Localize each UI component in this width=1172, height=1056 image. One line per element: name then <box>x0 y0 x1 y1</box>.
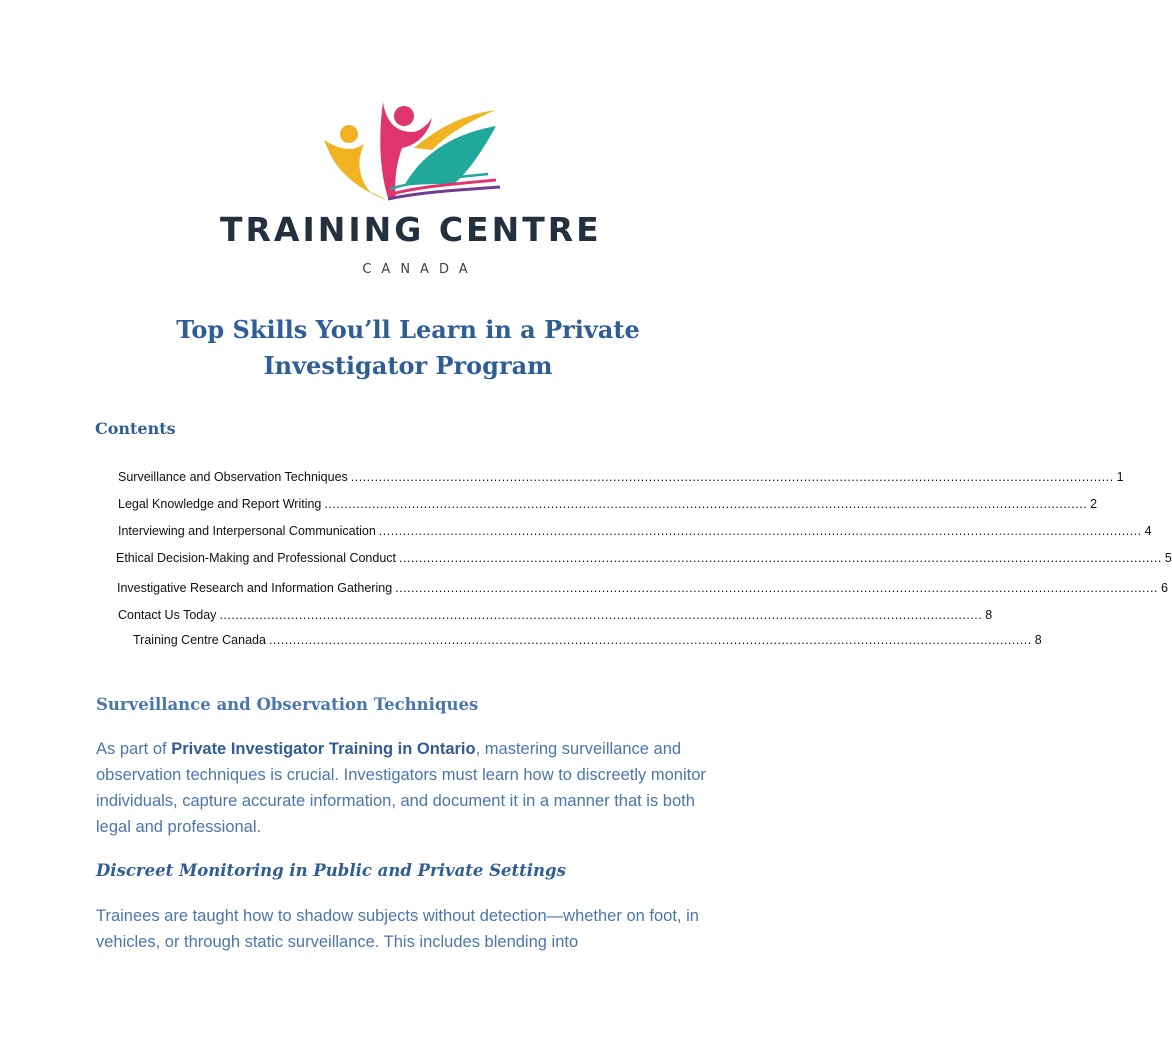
subsection-heading: Discreet Monitoring in Public and Private Settings <box>96 861 566 880</box>
logo-wordmark: TRAINING CENTRE <box>220 210 602 249</box>
toc-entry[interactable] <box>118 470 1124 488</box>
toc-entry-page: 1 <box>1116 470 1124 484</box>
toc-entry[interactable] <box>118 608 993 626</box>
toc-entry[interactable] <box>118 497 1098 515</box>
toc-entry-page: 8 <box>1034 633 1042 647</box>
toc-leader-dots: ................................................................................................................................................................................................ <box>219 608 983 622</box>
intro-paragraph <box>96 736 726 840</box>
toc-entry-page: 8 <box>985 608 993 622</box>
intro-text-before: As part of <box>96 740 172 758</box>
toc-entry-label: Investigative Research and Information Gathering <box>117 581 393 595</box>
toc-leader-dots: ................................................................................................................................................................................................ <box>399 551 1162 565</box>
toc-leader-dots: ................................................................................................................................................................................................ <box>395 581 1158 595</box>
section-heading: Surveillance and Observation Techniques <box>96 695 479 714</box>
toc-leader-dots: ................................................................................................................................................................................................ <box>324 497 1088 511</box>
toc-entry[interactable] <box>133 633 1042 651</box>
training-centre-logo <box>200 88 620 288</box>
toc-entry-label: Training Centre Canada <box>133 633 266 647</box>
logo-subtitle: CANADA <box>362 262 478 277</box>
toc-entry[interactable] <box>117 581 1168 599</box>
body-paragraph: Trainees are taught how to shadow subjects without detection—whether on foot, in vehicles, or through static surveillance. This includes blending into <box>96 907 699 951</box>
toc-entry-label: Ethical Decision-Making and Professional Conduct <box>116 551 397 565</box>
toc-entry-page: 6 <box>1160 581 1168 595</box>
intro-text-after: , mastering surveillance and observation techniques is crucial. Investigators must learn how to discreetly monitor individuals, capture accurate information, and document it in a manner that is both legal and professional. <box>96 740 706 836</box>
contents-heading: Contents <box>95 419 176 438</box>
toc-entry-label: Surveillance and Observation Techniques <box>118 470 348 484</box>
toc-leader-dots: ................................................................................................................................................................................................ <box>268 633 1032 647</box>
toc-entry-page: 2 <box>1090 497 1098 511</box>
toc-entry-label: Interviewing and Interpersonal Communication <box>118 524 376 538</box>
toc-entry-label: Legal Knowledge and Report Writing <box>118 497 322 511</box>
toc-entry[interactable] <box>116 551 1172 569</box>
toc-leader-dots: ................................................................................................................................................................................................ <box>350 470 1114 484</box>
toc-entry-page: 4 <box>1144 524 1152 538</box>
toc-entry-label: Contact Us Today <box>118 608 217 622</box>
document-title: Top Skills You’ll Learn in a Private Investigator Program <box>176 315 640 380</box>
toc-leader-dots: ................................................................................................................................................................................................ <box>378 524 1142 538</box>
toc-entry[interactable] <box>118 524 1152 542</box>
intro-bold-link-text: Private Investigator Training in Ontario <box>171 740 476 758</box>
toc-entry-page: 5 <box>1164 551 1172 565</box>
logo-mark-graphic <box>200 88 620 288</box>
